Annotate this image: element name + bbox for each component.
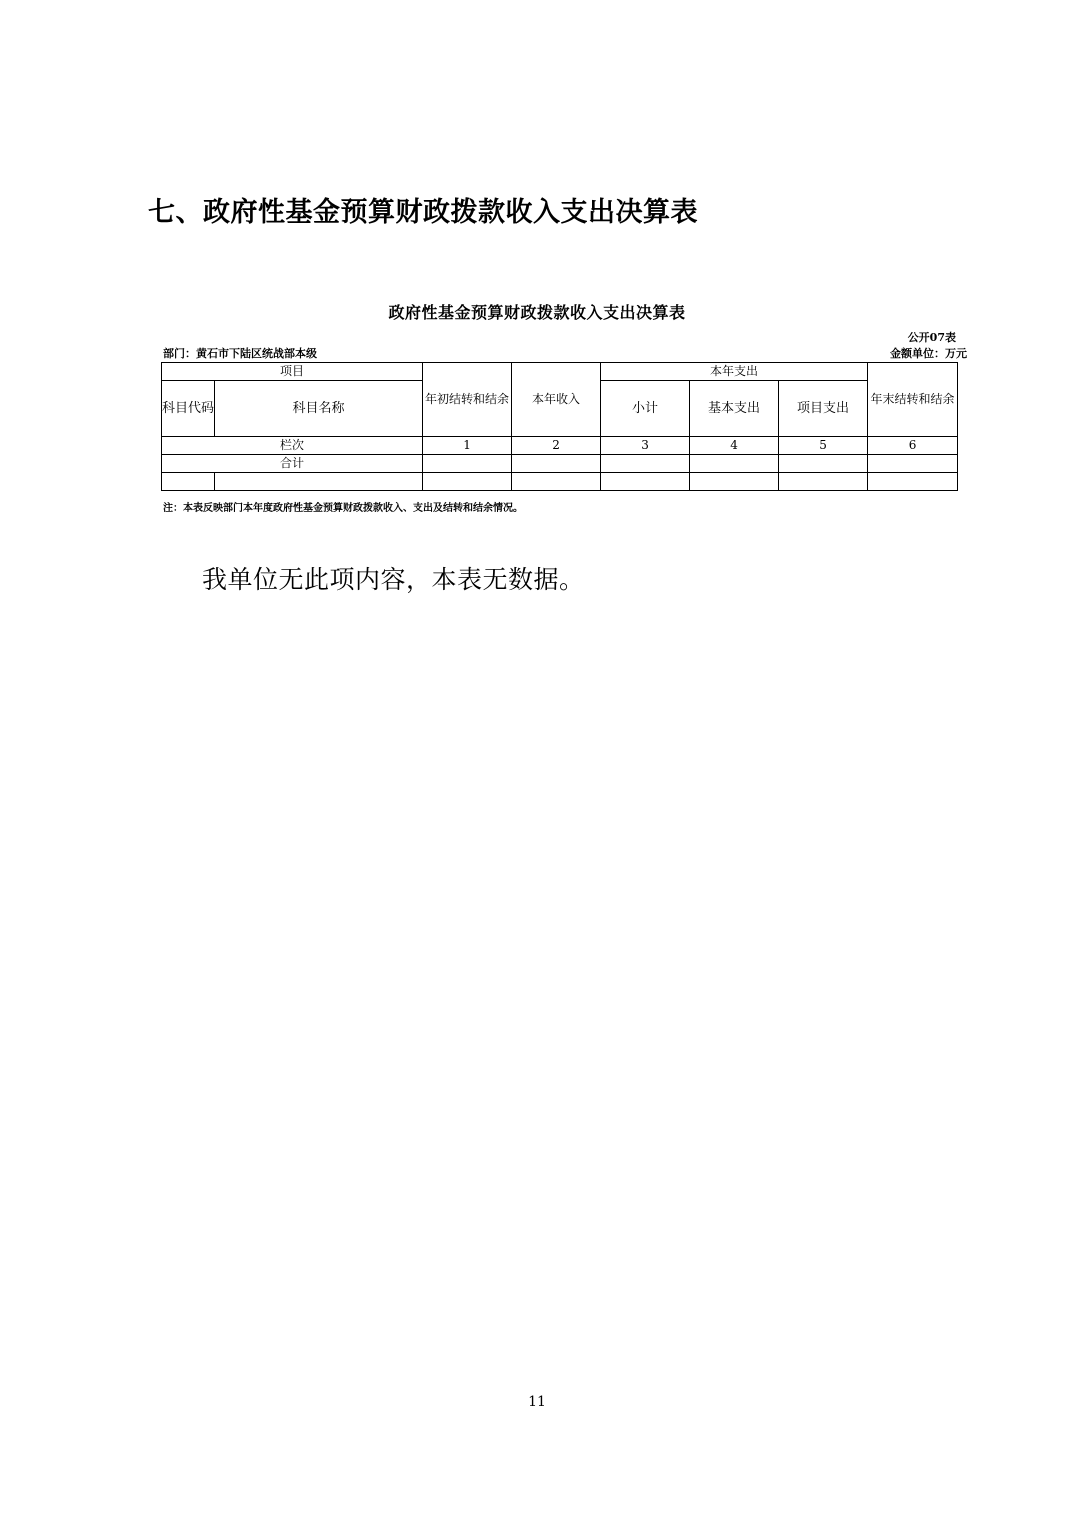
header-basic: 基本支出 — [690, 381, 779, 437]
row-index-6: 6 — [868, 437, 958, 455]
header-project: 项目支出 — [779, 381, 868, 437]
empty-cell — [690, 473, 779, 491]
total-cell — [423, 455, 512, 473]
section-heading: 七、政府性基金预算财政拨款收入支出决算表 — [148, 197, 698, 228]
row-index-row — [162, 437, 958, 455]
row-index-5: 5 — [779, 437, 868, 455]
table-title: 政府性基金预算财政拨款收入支出决算表 — [388, 303, 686, 322]
empty-cell — [601, 473, 690, 491]
empty-cell — [423, 473, 512, 491]
header-begin-balance: 年初结转和结余 — [423, 363, 512, 437]
header-code: 科目代码 — [162, 381, 215, 437]
total-cell — [779, 455, 868, 473]
empty-cell — [868, 473, 958, 491]
row-index-label: 栏次 — [162, 437, 423, 455]
department-label: 部门：黄石市下陆区统战部本级 — [163, 347, 317, 360]
total-label: 合计 — [162, 455, 423, 473]
header-end-balance: 年末结转和结余 — [868, 363, 958, 437]
row-index-2: 2 — [512, 437, 601, 455]
total-cell — [601, 455, 690, 473]
header-expenditure: 本年支出 — [601, 363, 868, 381]
total-cell — [512, 455, 601, 473]
form-number: 公开07表 — [907, 331, 956, 344]
empty-row — [162, 473, 958, 491]
table-note: 注：本表反映部门本年度政府性基金预算财政拨款收入、支出及结转和结余情况。 — [163, 503, 523, 514]
unit-label: 金额单位：万元 — [890, 347, 967, 360]
header-income: 本年收入 — [512, 363, 601, 437]
empty-cell — [512, 473, 601, 491]
header-row-1 — [162, 363, 958, 381]
page-number: 11 — [528, 1394, 546, 1410]
budget-table — [161, 362, 958, 491]
total-row — [162, 455, 958, 473]
row-index-4: 4 — [690, 437, 779, 455]
empty-cell — [779, 473, 868, 491]
row-index-1: 1 — [423, 437, 512, 455]
empty-cell — [162, 473, 215, 491]
header-subtotal: 小计 — [601, 381, 690, 437]
header-item: 项目 — [162, 363, 423, 381]
row-index-3: 3 — [601, 437, 690, 455]
empty-cell — [215, 473, 423, 491]
total-cell — [690, 455, 779, 473]
header-name: 科目名称 — [215, 381, 423, 437]
body-text: 我单位无此项内容，本表无数据。 — [202, 565, 585, 594]
total-cell — [868, 455, 958, 473]
